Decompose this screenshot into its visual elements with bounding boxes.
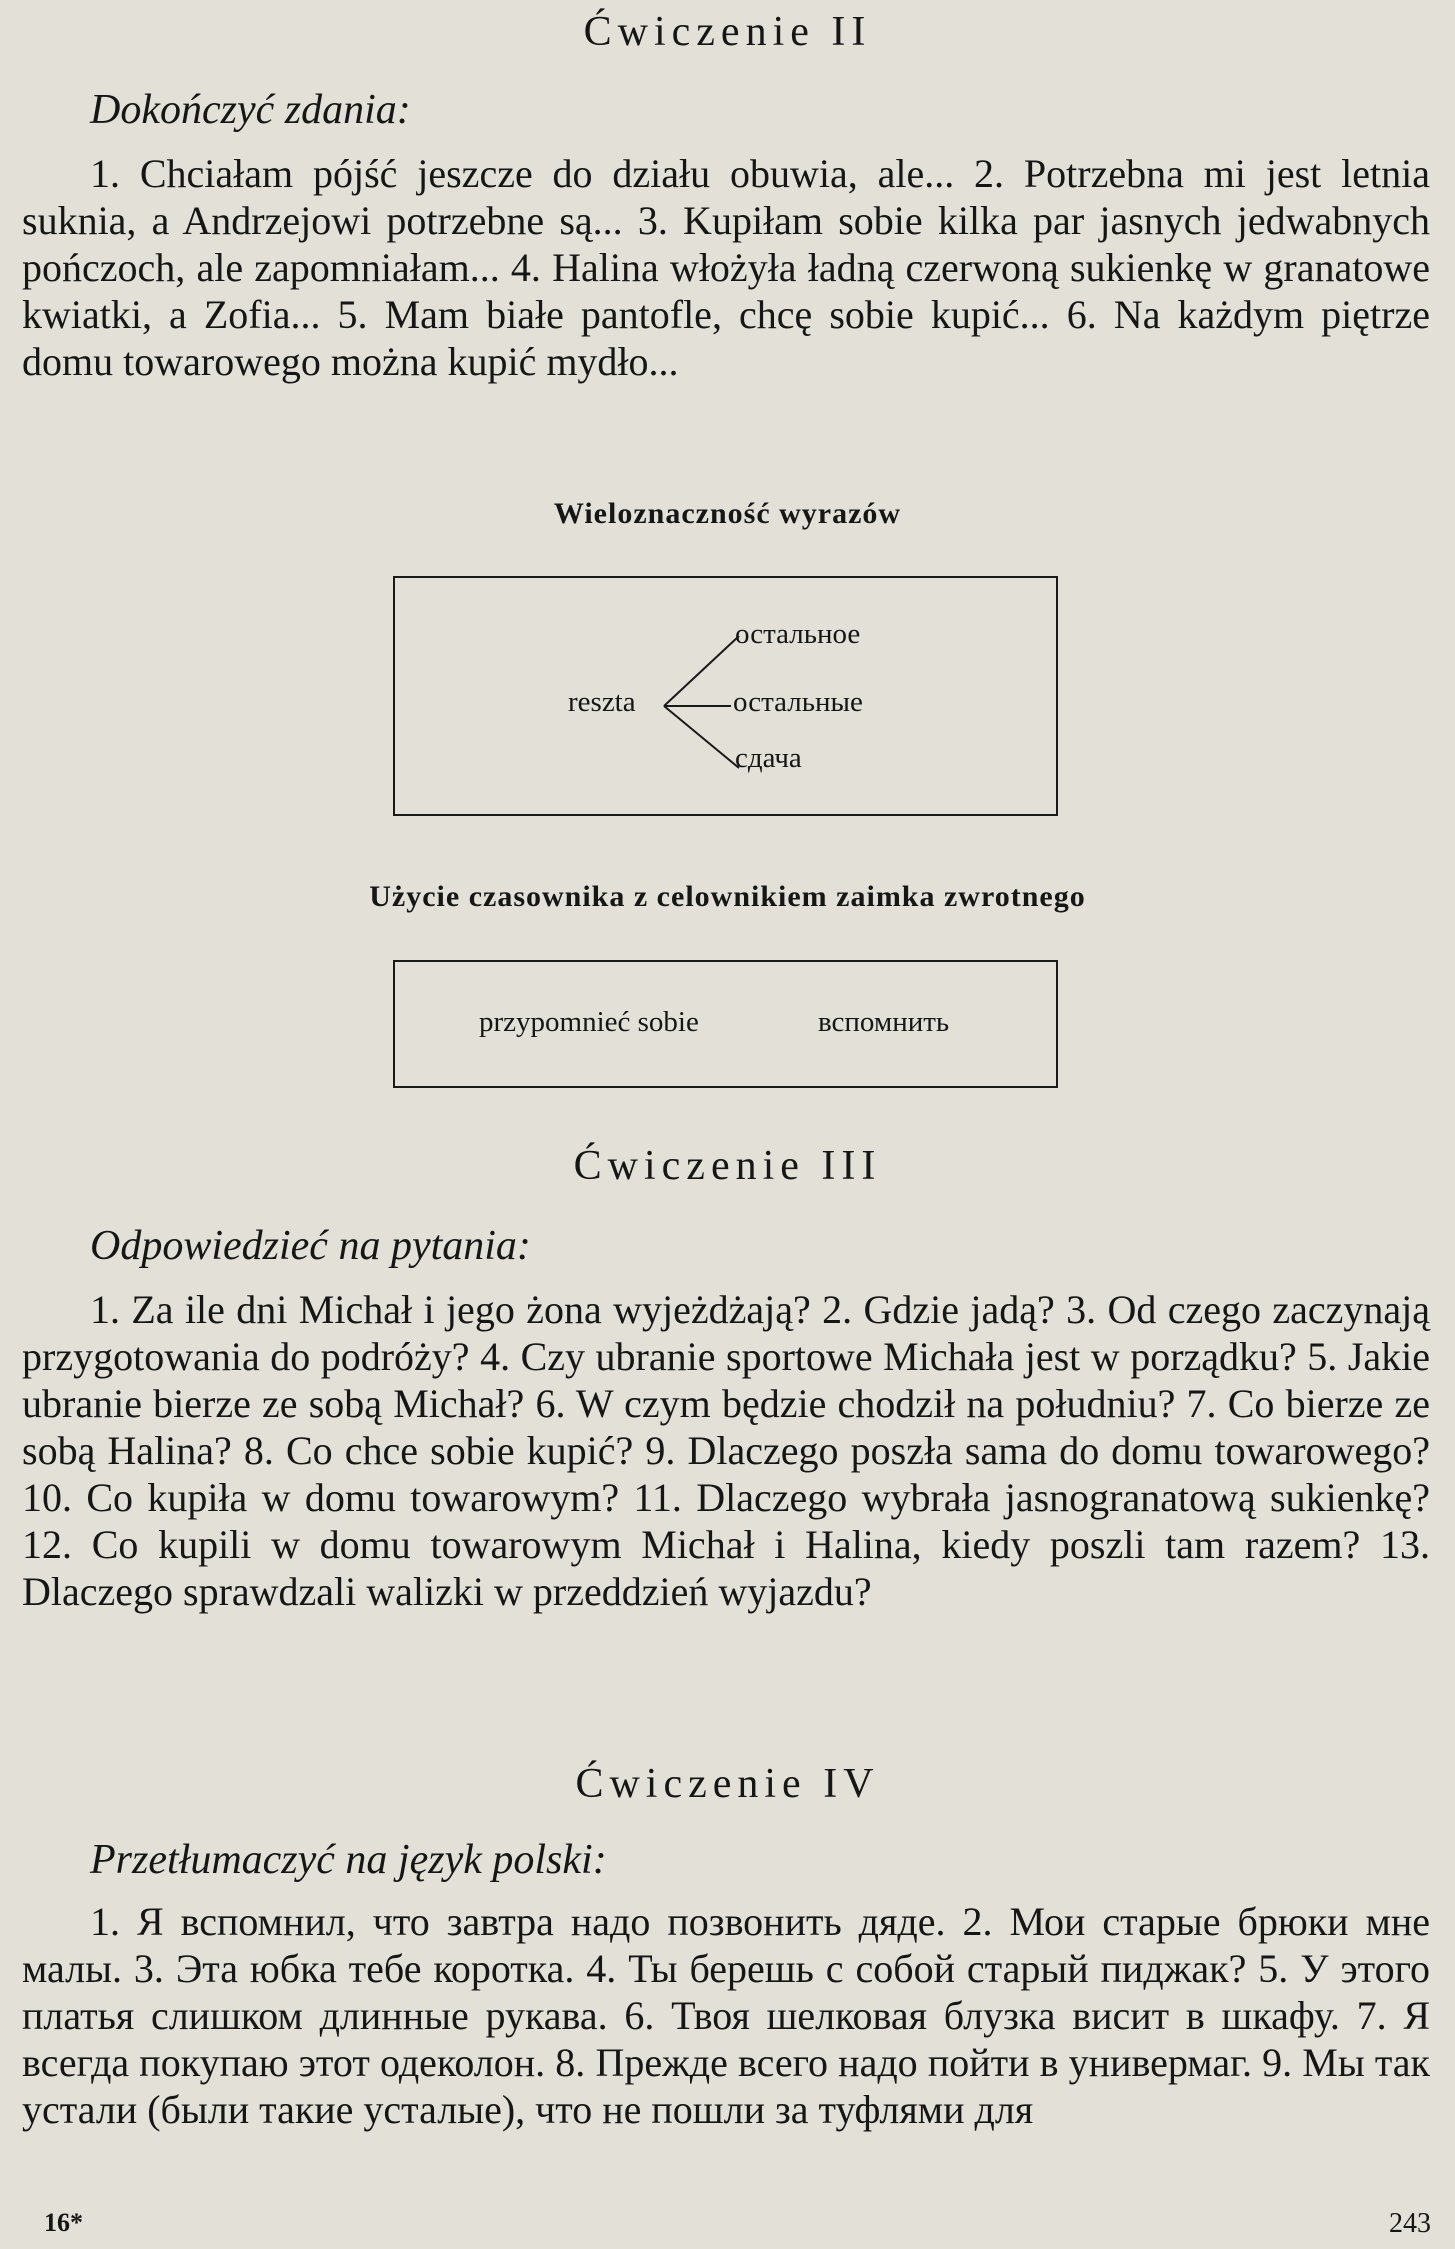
polish-phrase: przypomnieć sobie [479, 1006, 699, 1038]
exercise-4-text: 1. Я вспомнил, что завтра надо позвонить дяде. 2. Мои старые брюки мне малы. 3. Эта юбка тебе коротка. 4. Ты берешь с собой старый пиджак? 5. У этого платья слишком длинные рукава. 6. Твоя шелковая блузка висит в шкафу. 7. Я всегда покупаю этот одеколон. 8. Прежде всего надо пойти в универмаг. 9. Мы так устали (были такие усталые), что не пошли за туфлями для [22, 1899, 1430, 2132]
table-1-box [393, 576, 1058, 816]
exercise-3-text: 1. Za ile dni Michał i jego żona wyjeżdżają? 2. Gdzie jadą? 3. Od czego zaczynają przygotowania do podróży? 4. Czy ubranie sportowe Michała jest w porządku? 5. Jakie ubranie bierze ze sobą Michał? 6. W czym będzie chodził na południu? 7. Co bierze ze sobą Halina? 8. Co chce sobie kupić? 9. Dlaczego poszła sama do domu towarowego? 10. Co kupiła w domu towarowym? 11. Dlaczego wybrała jasnogranatową sukienkę? 12. Co kupili w domu towarowym Michał i Halina, kiedy poszli tam razem? 13. Dlaczego sprawdzali walizki w przeddzień wyjazdu? [22, 1287, 1430, 1614]
exercise-4-instruction: Przetłumaczyć na język polski: [90, 1837, 607, 1883]
exercise-3-heading: Ćwiczenie III [573, 1143, 882, 1189]
page-number: 243 [1389, 2208, 1431, 2239]
branch-lines [393, 578, 1058, 814]
printer-signature: 16* [44, 2208, 83, 2237]
exercise-2-instruction: Dokończyć zdania: [90, 87, 411, 133]
table-2-title: Użycie czasownika z celownikiem zaimka zwrotnego [369, 880, 1086, 913]
table-2-box [393, 960, 1058, 1088]
exercise-2-text: 1. Chciałam pójść jeszcze do działu obuwia, ale... 2. Potrzebna mi jest letnia suknia, a Andrzejowi potrzebne są... 3. Kupiłam sobie kilka par jasnych jedwabnych pończoch, ale zapomniałam... 4. Halina włożyła ładną czerwoną sukienkę w granatowe kwiatki, a Zofia... 5. Mam białe pantofle, chcę sobie kupić... 6. Na każdym piętrze domu towarowego można kupić mydło... [22, 151, 1430, 384]
exercise-4-heading: Ćwiczenie IV [575, 1761, 880, 1807]
target-word-1: остальное [735, 618, 861, 650]
target-word-3: сдача [735, 742, 802, 774]
source-word: reszta [568, 686, 636, 718]
exercise-3-instruction: Odpowiedzieć na pytania: [90, 1223, 531, 1269]
table-1-title: Wieloznaczność wyrazów [553, 497, 902, 530]
russian-word: вспомнить [818, 1006, 950, 1038]
target-word-2: остальные [733, 686, 863, 718]
exercise-2-heading: Ćwiczenie II [583, 9, 872, 55]
